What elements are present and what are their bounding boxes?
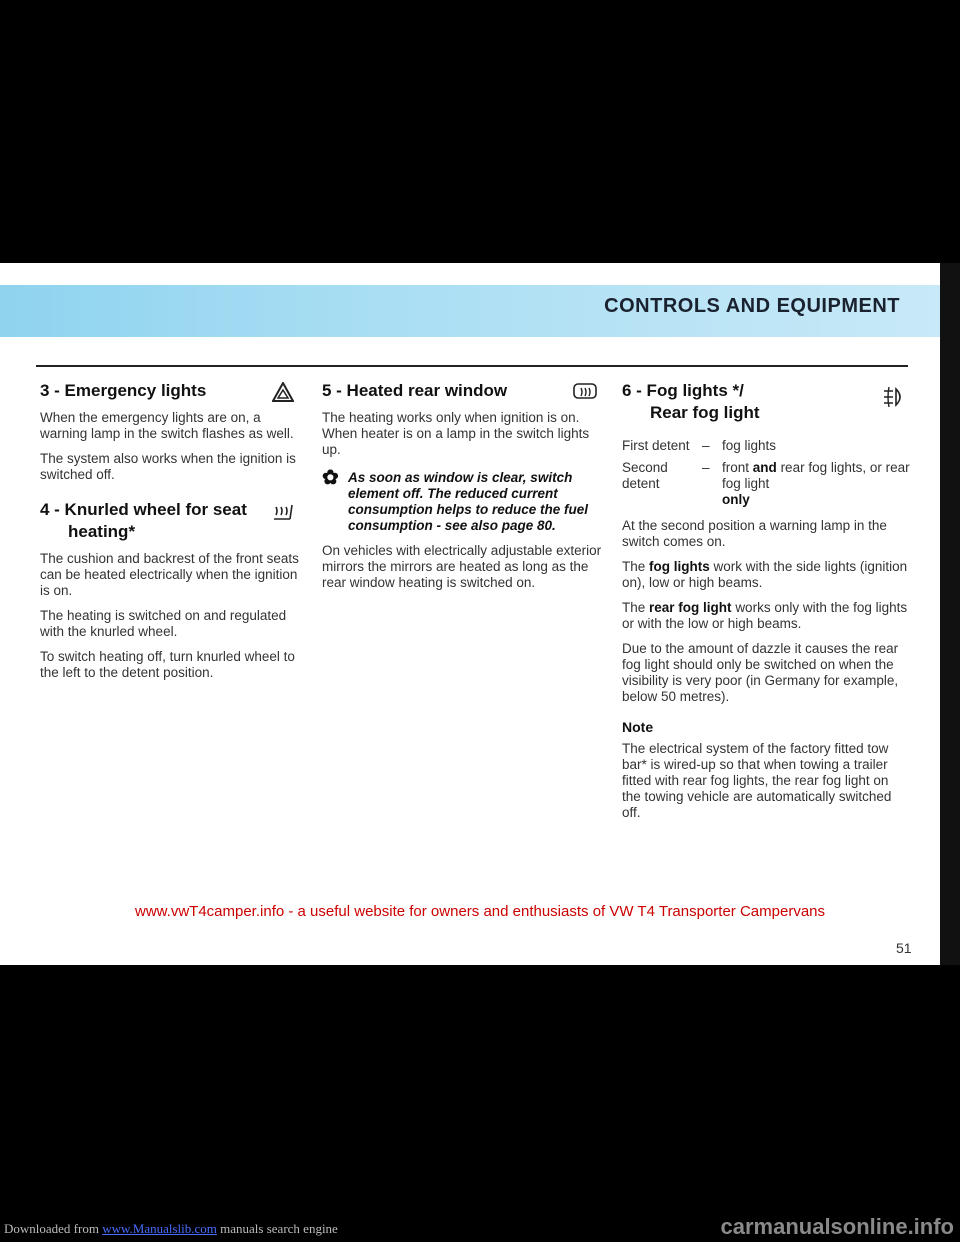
emergency-text-2: The system also works when the ignition is switched off. [40, 451, 296, 482]
emergency-text-1: When the emergency lights are on, a warning lamp in the switch flashes as well. [40, 410, 294, 441]
heading-emergency-lights: 3 - Emergency lights [40, 380, 300, 402]
rear-window-heating-icon [572, 382, 598, 407]
fog-text-4: Due to the amount of dazzle it causes the rear fog light should only be switched on when the visibility is very poor (in Germany for example, below 50 metres). [622, 641, 899, 704]
rear-window-tip: ✿ As soon as window is clear, switch element off. The reduced current consumption helps to reduce the fuel consumption - see also page 80. [322, 467, 589, 533]
header-rule [36, 365, 908, 367]
page-edge [940, 263, 960, 965]
page-number: 51 [896, 940, 912, 956]
download-notice: Downloaded from www.Manualslib.com manuals search engine [4, 1221, 338, 1236]
website-banner[interactable]: www.vwT4camper.info - a useful website for owners and enthusiasts of VW T4 Transporter Campervans [134, 903, 826, 920]
seat-text-2: The heating is switched on and regulated with the knurled wheel. [40, 608, 287, 639]
heading-fog-lights: 6 - Fog lights */ Rear fog light [622, 380, 910, 424]
fog-text-2: The fog lights work with the side lights (ignition on), low or high beams. [622, 559, 908, 590]
note-heading: Note [622, 719, 654, 735]
fog-detent-table [622, 438, 910, 508]
seat-heating-icon [270, 501, 294, 526]
flower-tip-icon: ✿ [322, 467, 339, 489]
fog-text-1: At the second position a warning lamp in the switch comes on. [622, 518, 887, 549]
section-header-bar [0, 285, 940, 337]
fog-light-icon [882, 384, 908, 415]
watermark: carmanualsonline.info [720, 1214, 954, 1239]
heading-seat-heating: 4 - Knurled wheel for seat heating* [40, 499, 300, 543]
rear-window-text-2: On vehicles with electrically adjustable exterior mirrors the mirrors are heated as long as the rear window heating is switched on. [322, 543, 602, 590]
seat-text-1: The cushion and backrest of the front seats can be heated electrically when the ignition is on. [40, 551, 299, 598]
fog-text-3: The rear fog light works only with the fog lights or with the low or high beams. [622, 600, 908, 631]
column-1 [40, 380, 300, 690]
detent-row: Second detent – front and rear fog lights, or rear fog light only [622, 460, 910, 507]
manualslib-link[interactable]: www.Manualslib.com [102, 1221, 217, 1236]
detent-row: First detent – fog lights [622, 438, 777, 453]
column-2 [322, 380, 604, 600]
hazard-triangle-icon [272, 382, 294, 407]
section-title: CONTROLS AND EQUIPMENT [604, 295, 900, 317]
note-text: The electrical system of the factory fitted tow bar* is wired-up so that when towing a trailer fitted with rear fog lights, the rear fog light on the towing vehicle are automatically switched off. [622, 741, 892, 820]
rear-window-text-1: The heating works only when ignition is on. When heater is on a lamp in the switch lights up. [322, 410, 590, 457]
column-3 [622, 380, 910, 830]
heading-rear-window: 5 - Heated rear window [322, 380, 604, 402]
seat-text-3: To switch heating off, turn knurled wheel to the left to the detent position. [40, 649, 295, 680]
